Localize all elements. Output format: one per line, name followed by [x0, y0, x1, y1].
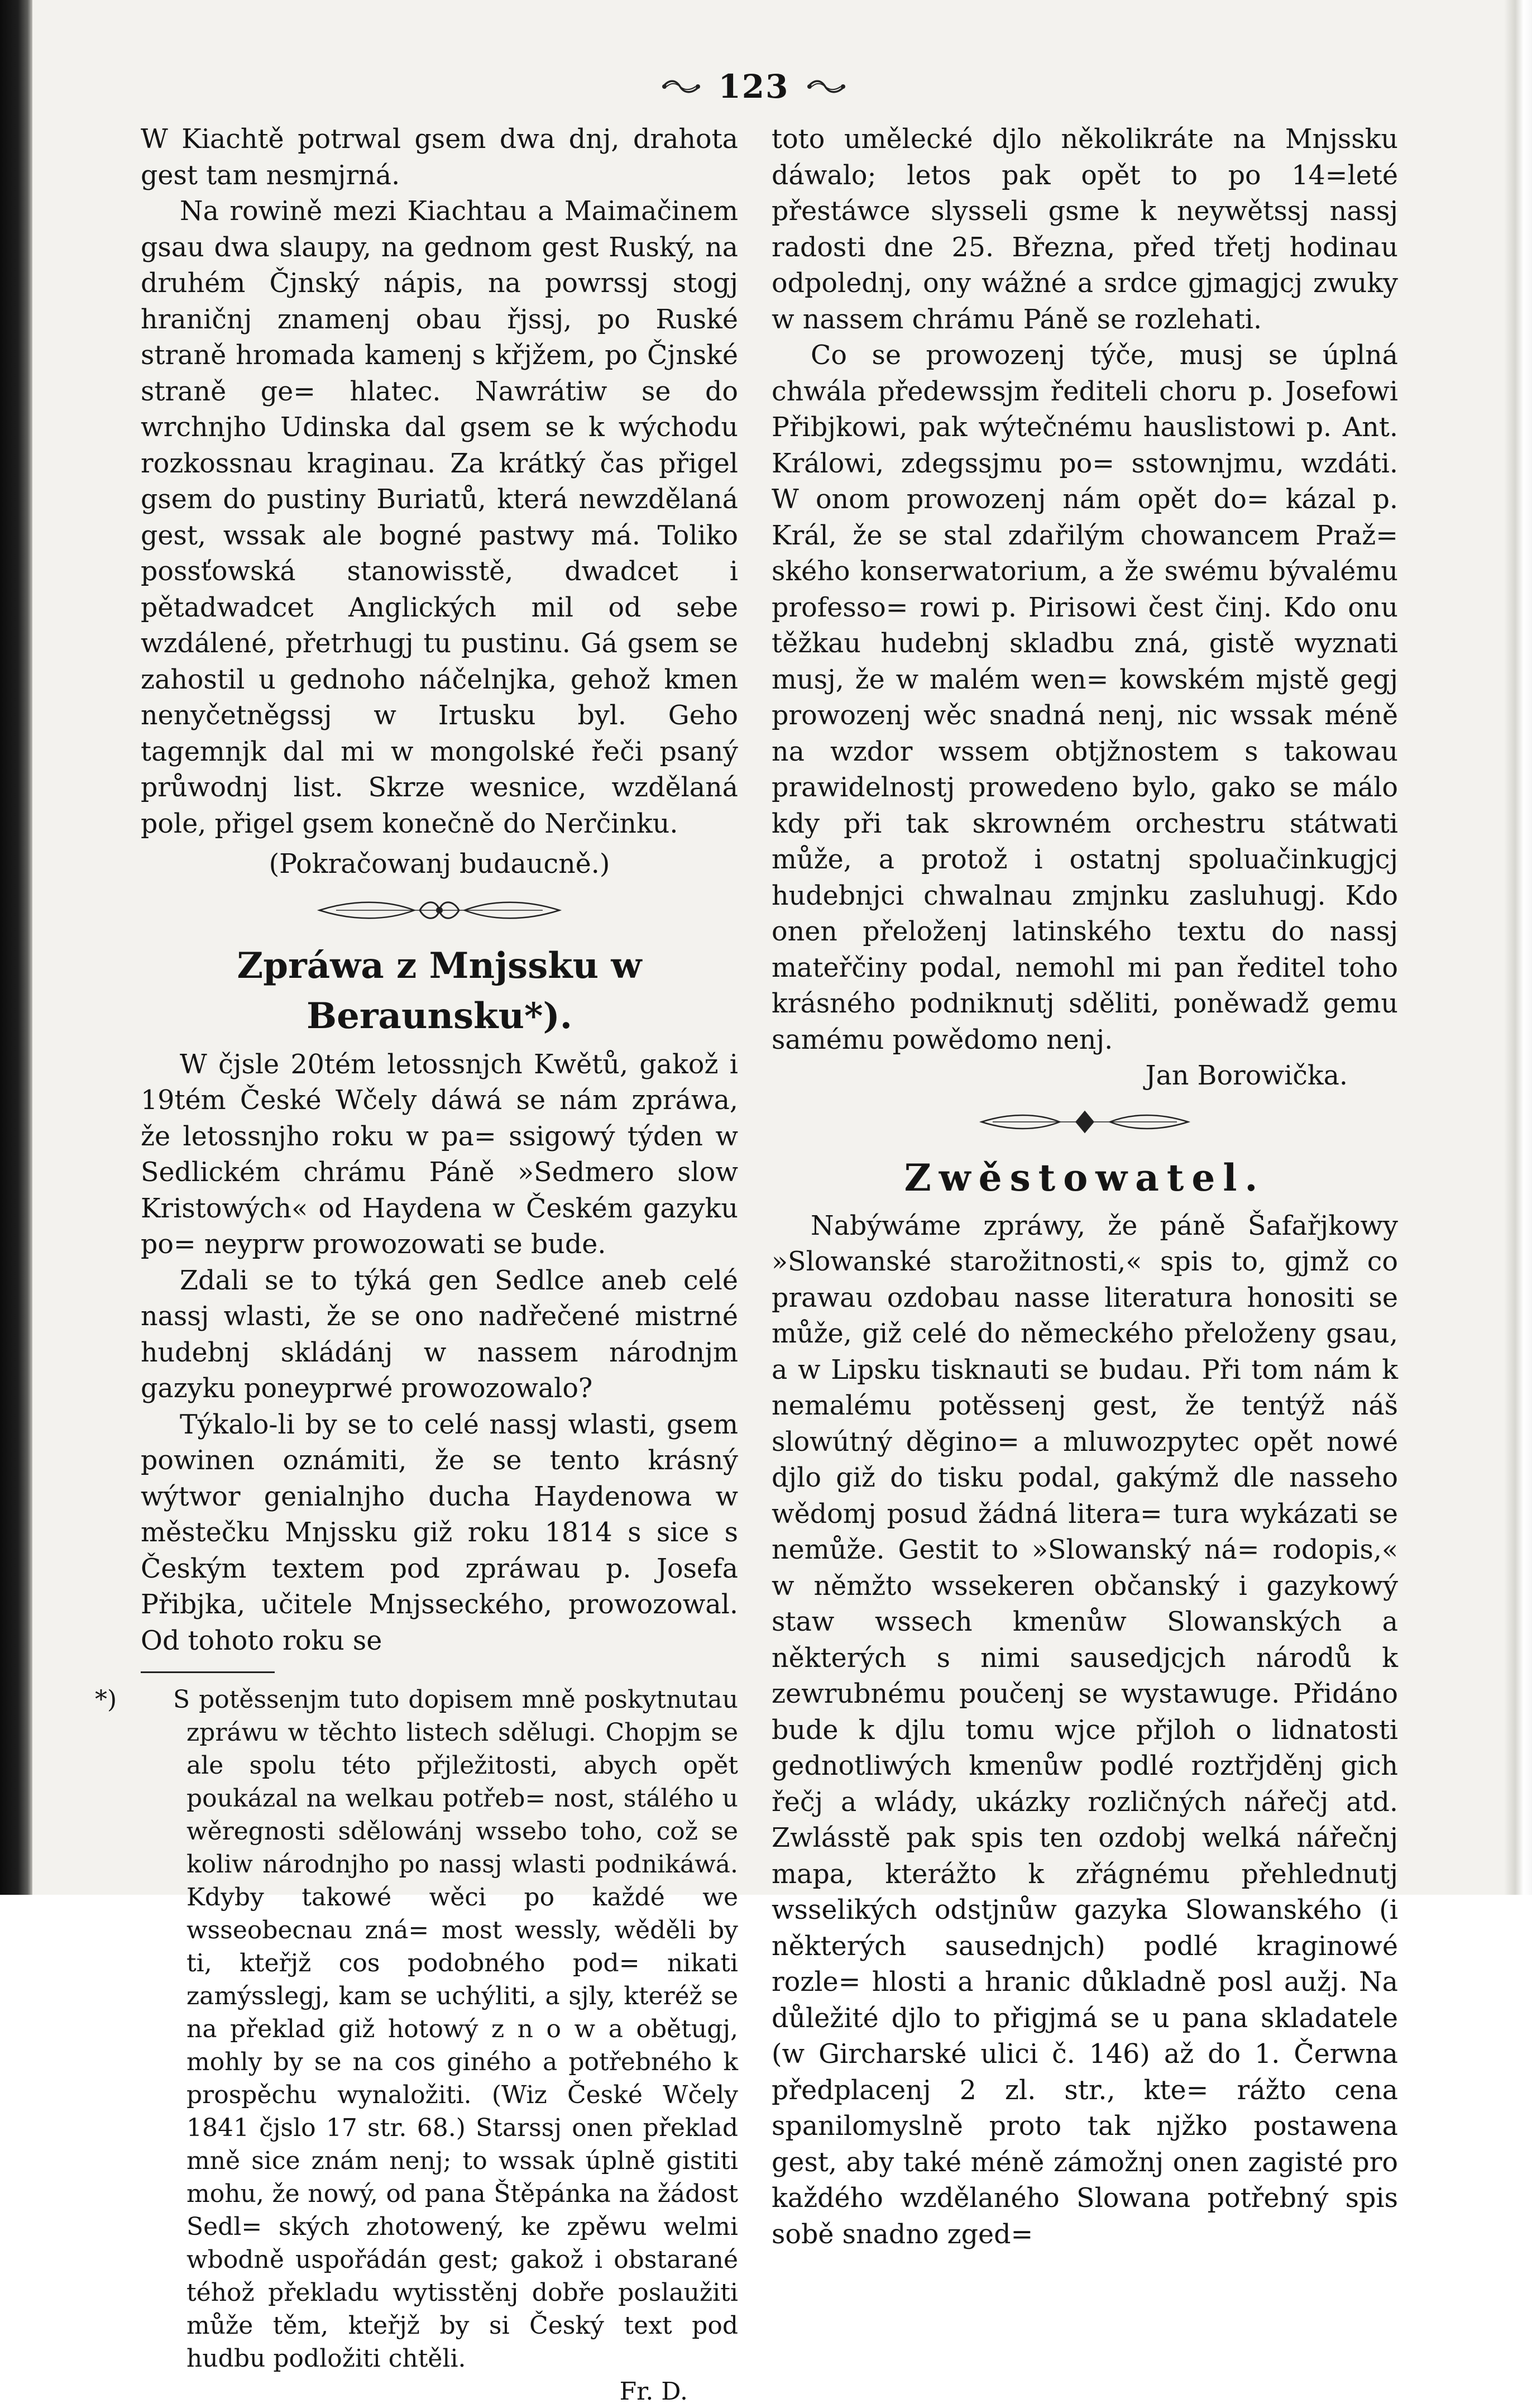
paragraph: Zdali se to týká gen Sedlce aneb celé nassj wlasti, že se ono nadřečené mistrné hudebnj skládánj w nassem národnjm gazyku poneyprwé prowozowalo? — [141, 1265, 738, 1404]
paragraph: W čjsle 20tém letossnjch Kwětů, gakož i 19tém České Wčely dáwá se nám zpráwa, že letossnjho roku w pa= ssigowý týden w Sedlickém chrámu Páně »Sedmero slow Kristowých« od Haydena w Českém gazyku po= neyprw prowozowati se bude. — [141, 1049, 738, 1260]
continued-note: (Pokračowanj budaucně.) — [269, 849, 610, 880]
paragraph: Na rowině mezi Kiachtau a Maimačinem gsau dwa slaupy, na gednom gest Ruský, na druhém Čjnský nápis, na powrssj stogj hraničnj znamenj obau řjssj, po Ruské straně hromada kamenj s křjžem, po Čjnské straně ge= hlatec. Nawrátiw se do wrchnjho Udinska dal gsem se k wýchodu rozkossnau kraginau. Za krátký čas přigel gsem do pustiny Buriatů, která newzdělaná gest, wssak ale bogné pastwy má. Toliko possťowská stanowisstě, dwadcet i pětadwadcet Anglických mil od sebe wzdálené, přetrhugj tu pustinu. Gá gsem se zahostil u gednoho náčelnjka, gehož kmen nenyčetněgssj w Irtusku byl. Geho tagemnjk dal mi w mongolské řeči psaný průwodnj list. Skrze wesnice, wzdělaná pole, přigel gsem konečně do Nerčinku. — [141, 196, 738, 839]
scroll-flourish-icon — [661, 77, 701, 96]
decorative-divider-icon — [772, 1102, 1398, 1141]
left-column — [95, 122, 738, 2408]
decorative-divider-icon — [141, 891, 738, 930]
paragraph: Co se prowozenj týče, musj se úplná chwála předewssjm řediteli choru p. Josefowi Přibjkowi, pak wýtečnému hauslistowi p. Ant. Králowi, zdegssjmu po= sstownjmu, wzdáti. W onom prowozenj nám opět do= kázal p. Král, že se stal zdařilým chowancem Praž= ského konserwatorium, a že swému bývalému professo= rowi p. Pirisowi čest činj. Kdo onu těžkau hudebnj skladbu zná, gistě wyznati musj, že w malém wen= kowském mjstě gegj prowozenj wěc snadná nenj, nic wssak méně na wzdor wssem obtjžnostem s takowau prawidelnostj prowedeno bylo, gako se málo kdy při tak skrowném orchestru státwati může, a protož i ostatnj spoluačinkugjcj hudebnjci chwalnau zmjnku zasluhugj. Kdo onen přeloženj latinského textu do nassj mateřčiny podal, nemohl mi pan ředitel toho krásného podniknutj sděliti, poněwadž gemu samému powědomo nenj. — [772, 340, 1398, 1055]
book-spine-shadow — [0, 0, 32, 1895]
author-signature: Jan Borowička. — [1145, 1060, 1348, 1091]
footnote — [95, 1683, 738, 2408]
section-title: Zpráwa z Mnjssku w Beraunsku*). — [237, 944, 642, 1037]
footnote-signature: Fr. D. — [619, 2377, 688, 2406]
paragraph: Nabýwáme zpráwy, že páně Šafařjkowy »Slowanské starožitnosti,« spis to, gjmž co prawau ozdobau nasse literatura honositi se může, giž celé do německého přeloženy gsau, a w Lipsku tisknauti se budau. Při tom nám k nemalému potěssenj gest, že tentýž náš slowútný děgino= a mluwozpytec opět nowé djlo giž do tisku podal, gakýmž dle nasseho wědomj posud žádná litera= tura wykázati se nemůže. Gestit to »Slowanský ná= rodopis,« w němžto wssekeren občanský i gazykowý staw wssech kmenůw Slowanských a některých s nimi sausedjcjch národů k zewrubnému poučenj se wystawuge. Přidáno bude k djlu tomu wjce přjloh o lidnatosti gednotliwých kmenůw podlé roztřjděnj gich řečj a wlády, ukázky rozličných nářečj atd. Zwlásstě pak spis ten ozdobj welká nářečnj mapa, kterážto k zřágnému přehlednutj wsselikých odstjnůw gazyka Slowanského (i některých sausednjch) podlé kraginowé rozle= hlosti a hranic důkladně posl aužj. Na důležité djlo to přigjmá se u pana skladatele (w Gircharské ulici č. 146) až do 1. Čerwna předplacenj 2 zl. str., kte= rážto cena spanilomyslně proto tak njžko postawena gest, aby také méně zámožnj onen zagisté pro každého wzdělaného Slowana potřebný spis sobě snadno zged= — [772, 1210, 1398, 2250]
right-column — [772, 122, 1398, 2253]
section-title: Zwěstowatel. — [904, 1155, 1266, 1200]
paragraph: Týkalo-li by se to celé nassj wlasti, gsem powinen oznámiti, že se tento krásný wýtwor genialnjho ducha Haydenowa w městečku Mnjssku giž roku 1814 s sice s Českým textem pod zpráwau p. Josefa Přibjka, učitele Mnjsseckého, prowozowal. Od tohoto roku se — [141, 1409, 738, 1656]
scroll-flourish-icon — [806, 77, 846, 96]
page-right-edge — [1504, 0, 1532, 1895]
page-header — [650, 64, 857, 109]
page-number: 123 — [718, 68, 789, 106]
paragraph: toto umělecké djlo několikráte na Mnjssku dáwalo; letos pak opět to po 14=leté přestáwce slysseli gsme k neywětssj nassj radosti dne 25. Března, před třetj hodinau odpolednj, ony wážné a srdce gjmagjcj zwuky w nassem chrámu Páně se rozlehati. — [772, 124, 1398, 335]
footnote-mark: *) — [95, 1685, 117, 1714]
footnote-text: S potěssenjm tuto dopisem mně poskytnutau zpráwu w těchto listech sdělugi. Chopjm se ale spolu této přjležitosti, abych opět poukázal na welkau potřeb= nost, stálého u wěregnosti sdělowánj wssebo toho, což se koliw národnjho po nassj wlasti podnikáwá. Kdyby takowé wěci po každé we wsseobecnau zná= most wessly, wěděli by ti, kteřjž cos podobného pod= nikati zamýsslegj, kam se uchýliti, a sjly, kteréž se na překlad giž hotowý z n o w a obětugj, mohly by se na cos giného a potřebného k prospěchu wynaložiti. (Wiz České Wčely 1841 čjslo 17 str. 68.) Starssj onen překlad mně sice znám nenj; to wssak úplně gistiti mohu, že nowý, od pana Štěpánka na žádost Sedl= ských zhotowený, ke zpěwu welmi wbodně uspořádán gest; gakož i obstarané téhož překladu wytisstěnj dobře poslaužiti může těm, kteřjž by si Český text pod hudbu podložiti chtěli. — [173, 1685, 738, 2373]
paragraph: W Kiachtě potrwal gsem dwa dnj, drahota gest tam nesmjrná. — [141, 124, 738, 191]
footnote-divider — [141, 1671, 275, 1673]
